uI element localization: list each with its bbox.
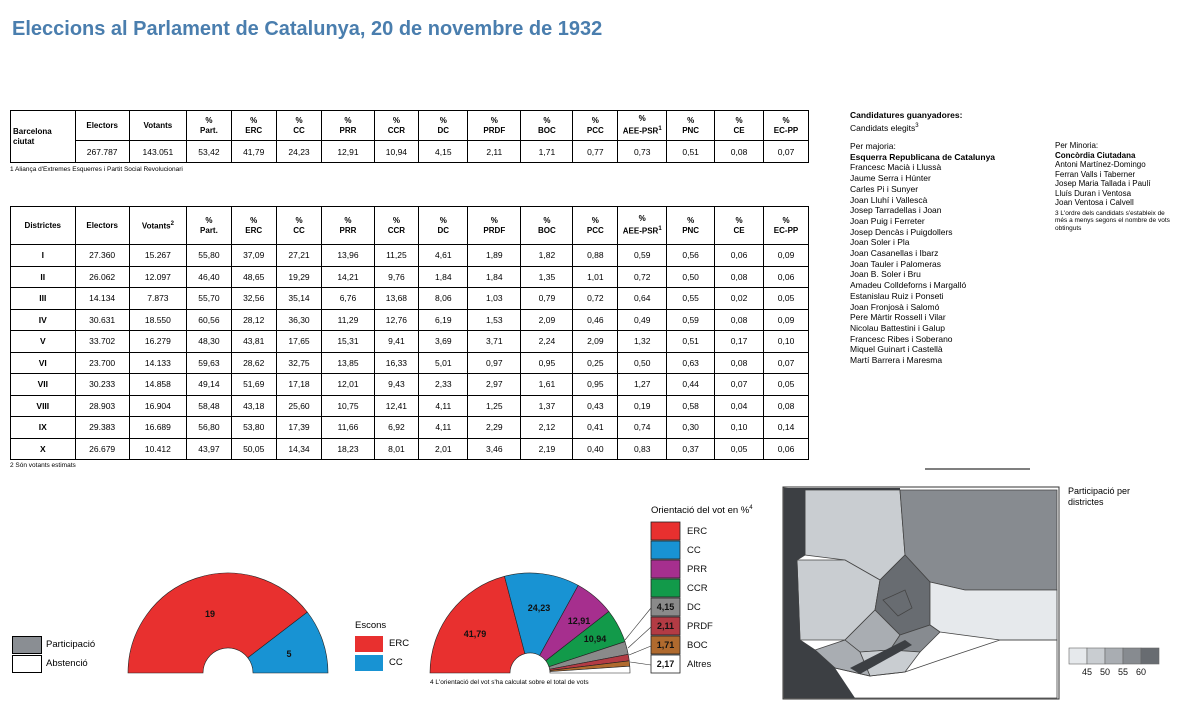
city-header-ccr: % CCR [374,111,419,141]
vote-label-boc: 1,71 [656,640,675,650]
district-value-cell: 14,34 [276,438,322,460]
district-value-cell: 48,65 [231,266,276,288]
district-value-cell: 0,08 [764,395,809,417]
district-value-cell: 0,06 [764,438,809,460]
city-header-dc: % DC [419,111,468,141]
city-value-cell: 12,91 [322,141,374,163]
district-label: X [11,438,76,460]
district-value-cell: 0,09 [764,245,809,267]
list-item: Josep Dencàs i Puigdollers [850,226,953,237]
page-title: Eleccions al Parlament de Catalunya, 20 de novembre de 1932 [12,18,603,40]
district-value-cell: 0,08 [715,352,764,374]
majority-party: Esquerra Republicana de Catalunya [850,151,996,162]
vote-legend-swatch-prr [651,560,680,578]
city-value-cell: 2,11 [468,141,521,163]
district-value-cell: 4,11 [419,395,468,417]
district-value-cell: 0,58 [667,395,715,417]
district-value-cell: 0,64 [618,288,667,310]
vote-leader-line [629,646,651,655]
seats-legend [355,620,409,672]
district-value-cell: 2,24 [521,331,573,353]
district-value-cell: 55,70 [187,288,232,310]
district-header-votants: Votants$^2$ [129,207,186,245]
city-header-pcc: % PCC [573,111,618,141]
district-value-cell: 17,18 [276,374,322,396]
district-value-cell: 32,56 [231,288,276,310]
district-value-cell: 0,51 [667,331,715,353]
district-value-cell: 37,09 [231,245,276,267]
list-item: Nicolau Battestini i Galup [850,322,945,333]
map-title: Participació per districtes [1068,486,1131,507]
city-value-cell: 41,79 [231,141,276,163]
list-item: Miquel Guinart i Castellà [850,344,943,355]
district-value-cell: 0,50 [667,266,715,288]
district-value-cell: 49,14 [187,374,232,396]
district-value-cell: 0,08 [715,266,764,288]
district-value-cell: 0,37 [667,438,715,460]
city-header-ce: % CE [715,111,764,141]
district-value-cell: 1,89 [468,245,521,267]
district-header-boc: % BOC [521,207,573,245]
district-header-prdf: % PRDF [468,207,521,245]
district-value-cell: 0,08 [715,309,764,331]
city-value-cell: 0,07 [764,141,809,163]
district-label: IX [11,417,76,439]
list-item: Josep Maria Tallada i Paulí [1055,179,1151,188]
district-value-cell: 0,06 [764,266,809,288]
district-value-cell: 25,60 [276,395,322,417]
district-value-cell: 17,65 [276,331,322,353]
vote-legend-label-dc: DC [687,602,701,613]
city-value-cell: 53,42 [187,141,232,163]
district-value-cell: 0,63 [667,352,715,374]
district-value-cell: 0,46 [573,309,618,331]
district-value-cell: 1,32 [618,331,667,353]
district-value-cell: 0,19 [618,395,667,417]
district-value-cell: 4,11 [419,417,468,439]
district-value-cell: 12,01 [322,374,374,396]
district-value-cell: 17,39 [276,417,322,439]
vote-label-altres: 2,17 [656,659,675,669]
district-header-part-: % Part. [187,207,232,245]
district-value-cell: 16,33 [374,352,419,374]
district-value-cell: 35,14 [276,288,322,310]
city-header-boc: % BOC [521,111,573,141]
list-item: Pere Màrtir Rossell i Vilar [850,312,946,323]
minority-label: Per Minoria: [1055,141,1099,150]
list-item: Joan Tauler i Palomeras [850,258,942,269]
map-scale-swatch [1087,648,1105,664]
district-value-cell: 0,83 [618,438,667,460]
city-header-prr: % PRR [322,111,374,141]
district-header-pnc: % PNC [667,207,715,245]
seats-erc-label: ERC [389,638,410,649]
district-value-cell: 2,09 [573,331,618,353]
minority-party: Concòrdia Ciutadana [1055,150,1136,160]
district-value-cell: 33.702 [75,331,129,353]
district-value-cell: 6,92 [374,417,419,439]
abstencio-swatch [12,655,42,673]
district-value-cell: 11,25 [374,245,419,267]
district-value-cell: 53,80 [231,417,276,439]
district-value-cell: 28,62 [231,352,276,374]
district-value-cell: 11,66 [322,417,374,439]
district-value-cell: 10,75 [322,395,374,417]
district-header-prr: % PRR [322,207,374,245]
district-value-cell: 15.267 [129,245,186,267]
city-header-cc: % CC [276,111,322,141]
vote-chart-footnote: 4 L'orientació del vot s'ha calculat sobre el total de vots [430,679,589,686]
district-value-cell: 19,29 [276,266,322,288]
district-value-cell: 28.903 [75,395,129,417]
district-value-cell: 6,76 [322,288,374,310]
district-value-cell: 0,10 [764,331,809,353]
district-value-cell: 0,56 [667,245,715,267]
district-header-cc: % CC [276,207,322,245]
district-value-cell: 12.097 [129,266,186,288]
seats-erc-swatch [355,636,383,652]
district-value-cell: 9,41 [374,331,419,353]
list-item: Antoni Martínez-Domingo [1055,160,1146,169]
district-value-cell: 2,29 [468,417,521,439]
district-value-cell: 0,02 [715,288,764,310]
district-value-cell: 1,84 [419,266,468,288]
district-value-cell: 50,05 [231,438,276,460]
district-value-cell: 2,09 [521,309,573,331]
vote-legend-label-prdf: PRDF [687,621,713,632]
district-value-cell: 10.412 [129,438,186,460]
city-value-cell: 4,15 [419,141,468,163]
district-value-cell: 3,46 [468,438,521,460]
city-value-cell: 143.051 [129,141,186,163]
city-value-cell: 0,77 [573,141,618,163]
district-value-cell: 2,19 [521,438,573,460]
district-value-cell: 0,09 [764,309,809,331]
district-value-cell: 0,72 [618,266,667,288]
seats-cc-swatch [355,655,383,671]
city-value-cell: 10,94 [374,141,419,163]
district-value-cell: 27.360 [75,245,129,267]
district-header-pcc: % PCC [573,207,618,245]
district-value-cell: 1,27 [618,374,667,396]
district-label: III [11,288,76,310]
district-header-aee-psr: % AEE-PSR$^1$ [618,207,667,245]
list-item: Joan Ventosa i Calvell [1055,198,1134,207]
district-value-cell: 13,96 [322,245,374,267]
district-value-cell: 0,40 [573,438,618,460]
list-item: Martí Barrera i Maresma [850,355,943,366]
vote-label-dc: 4,15 [656,602,675,612]
district-value-cell: 0,59 [667,309,715,331]
seats-cc-label: CC [389,657,403,668]
vote-orientation-chart [430,522,713,673]
district-value-cell: 55,80 [187,245,232,267]
district-label: II [11,266,76,288]
map-scale-label: 60 [1135,667,1147,677]
district-value-cell: 0,59 [618,245,667,267]
city-header-erc: % ERC [231,111,276,141]
seats-label-erc: 19 [204,609,216,619]
vote-leader-line [628,627,651,648]
district-value-cell: 5,01 [419,352,468,374]
district-value-cell: 51,69 [231,374,276,396]
district-value-cell: 0,05 [764,288,809,310]
vote-legend-swatch-ccr [651,579,680,597]
district-value-cell: 2,97 [468,374,521,396]
district-value-cell: 0,55 [667,288,715,310]
district-value-cell: 0,97 [468,352,521,374]
vote-leader-line [625,608,651,640]
district-value-cell: 0,17 [715,331,764,353]
vote-legend-swatch-erc [651,522,680,540]
list-item: Ferran Valls i Taberner [1055,169,1136,179]
vote-legend-swatch-cc [651,541,680,559]
district-value-cell: 1,25 [468,395,521,417]
city-header-aee-psr: % AEE-PSR$^1$ [618,111,667,141]
majority-label: Per majoria: [850,141,896,151]
district-value-cell: 0,95 [521,352,573,374]
district-value-cell: 0,72 [573,288,618,310]
list-item: Estanislau Ruiz i Ponseti [850,290,944,301]
list-item: Joan Lluhí i Vallescà [850,194,928,205]
district-value-cell: 0,30 [667,417,715,439]
vote-label-erc: 41,79 [463,629,487,639]
district-value-cell: 1,03 [468,288,521,310]
district-value-cell: 2,33 [419,374,468,396]
vote-label-cc: 24,23 [527,603,551,613]
district-value-cell: 0,74 [618,417,667,439]
map-scale-label: 45 [1081,667,1093,677]
district-value-cell: 16.689 [129,417,186,439]
vote-legend-label-erc: ERC [687,526,708,537]
map-scale-swatch [1141,648,1159,664]
list-item: Francesc Ribes i Soberano [850,333,953,344]
district-value-cell: 15,31 [322,331,374,353]
district-header-dc: % DC [419,207,468,245]
city-value-cell: 267.787 [75,141,129,163]
map-scale-label: 55 [1117,667,1129,677]
district-value-cell: 16.279 [129,331,186,353]
candidates-order-note: 3 L'ordre dels candidats s'estableix de més a menys segons el nombre de vots obtinguts [1055,209,1170,232]
district-value-cell: 4,61 [419,245,468,267]
vote-label-prdf: 2,11 [656,621,675,631]
district-value-cell: 1,35 [521,266,573,288]
district-value-cell: 26.062 [75,266,129,288]
participacio-swatch [12,636,42,654]
district-value-cell: 18,23 [322,438,374,460]
vote-legend-label-boc: BOC [687,640,708,651]
city-value-cell: 24,23 [276,141,322,163]
district-value-cell: 0,07 [715,374,764,396]
vote-legend-label-altres: Altres [687,659,712,670]
district-value-cell: 1,37 [521,395,573,417]
district-value-cell: 0,49 [618,309,667,331]
city-table-footnote: 1 Aliança d'Extremes Esquerres i Partit Social Revolucionari [10,166,183,173]
district-corner-label: Districtes [11,207,76,245]
district-value-cell: 43,97 [187,438,232,460]
district-value-cell: 0,44 [667,374,715,396]
district-value-cell: 1,01 [573,266,618,288]
district-value-cell: 9,76 [374,266,419,288]
city-value-cell: 0,08 [715,141,764,163]
vote-legend-label-ccr: CCR [687,583,708,594]
list-item: Carles Pi i Sunyer [850,183,919,194]
seats-chart [128,573,328,673]
district-value-cell: 0,41 [573,417,618,439]
vote-label-prr: 12,91 [567,616,591,626]
list-item: Josep Tarradellas i Joan [850,205,942,216]
district-value-cell: 0,10 [715,417,764,439]
district-value-cell: 26.679 [75,438,129,460]
district-value-cell: 16.904 [129,395,186,417]
map-district-5 [930,582,1057,640]
district-value-cell: 14.133 [129,352,186,374]
district-value-cell: 30.233 [75,374,129,396]
list-item: Joan Casanellas i Ibarz [850,248,939,259]
district-value-cell: 0,05 [764,374,809,396]
list-item: Lluís Duran i Ventosa [1055,188,1132,198]
district-value-cell: 13,68 [374,288,419,310]
vote-legend-label-prr: PRR [687,564,708,575]
district-value-cell: 14.134 [75,288,129,310]
city-header-pnc: % PNC [667,111,715,141]
district-value-cell: 3,71 [468,331,521,353]
list-item: Joan Puig i Ferreter [850,215,925,226]
district-value-cell: 56,80 [187,417,232,439]
city-header-part-: % Part. [187,111,232,141]
list-item: Jaume Serra i Húnter [850,173,931,184]
district-value-cell: 12,76 [374,309,419,331]
district-label: I [11,245,76,267]
district-value-cell: 60,56 [187,309,232,331]
district-header-ccr: % CCR [374,207,419,245]
list-item: Francesc Macià i Llussà [850,162,942,173]
vote-leader-line [630,662,651,665]
district-value-cell: 0,43 [573,395,618,417]
district-value-cell: 43,81 [231,331,276,353]
district-value-cell: 23.700 [75,352,129,374]
list-item: Joan Fronjosà i Salomó [850,301,940,312]
map-scale-swatch [1123,648,1141,664]
district-value-cell: 1,61 [521,374,573,396]
district-table-footnote: 2 Són votants estimats [10,462,76,469]
map-scale-swatch [1069,648,1087,664]
district-label: VIII [11,395,76,417]
district-value-cell: 0,95 [573,374,618,396]
city-header-votants: Votants [129,111,186,141]
list-item: Joan B. Soler i Bru [850,269,921,280]
city-corner-label: Barcelona ciutat [11,111,76,163]
district-value-cell: 58,48 [187,395,232,417]
city-header-ec-pp: % EC-PP [764,111,809,141]
district-value-cell: 0,79 [521,288,573,310]
city-value-cell: 0,51 [667,141,715,163]
participation-legend [12,635,95,673]
district-value-cell: 6,19 [419,309,468,331]
seats-label-cc: 5 [286,649,292,659]
district-value-cell: 1,82 [521,245,573,267]
district-value-cell: 3,69 [419,331,468,353]
district-value-cell: 48,30 [187,331,232,353]
district-header-erc: % ERC [231,207,276,245]
district-value-cell: 14.858 [129,374,186,396]
vote-chart-title: Orientació del vot en %$^4$ [651,505,753,517]
district-value-cell: 0,07 [764,352,809,374]
district-value-cell: 8,01 [374,438,419,460]
district-value-cell: 2,01 [419,438,468,460]
district-value-cell: 0,88 [573,245,618,267]
district-value-cell: 30.631 [75,309,129,331]
district-value-cell: 2,12 [521,417,573,439]
candidates-subtitle: Candidats elegits$^3$ [850,122,919,133]
district-header-ec-pp: % EC-PP [764,207,809,245]
list-item: Amadeu Colldeforns i Margalló [850,280,967,291]
district-value-cell: 32,75 [276,352,322,374]
seats-legend-title: Escons [355,620,387,631]
district-value-cell: 13,85 [322,352,374,374]
district-value-cell: 11,29 [322,309,374,331]
district-value-cell: 0,50 [618,352,667,374]
district-value-cell: 9,43 [374,374,419,396]
district-value-cell: 28,12 [231,309,276,331]
district-value-cell: 29.383 [75,417,129,439]
district-value-cell: 0,06 [715,245,764,267]
candidates-title: Candidatures guanyadores: [850,110,963,120]
district-label: VI [11,352,76,374]
district-value-cell: 14,21 [322,266,374,288]
district-value-cell: 0,14 [764,417,809,439]
district-value-cell: 27,21 [276,245,322,267]
district-header-ce: % CE [715,207,764,245]
district-value-cell: 7.873 [129,288,186,310]
vote-label-ccr: 10,94 [583,634,607,644]
district-value-cell: 46,40 [187,266,232,288]
district-value-cell: 59,63 [187,352,232,374]
district-value-cell: 0,25 [573,352,618,374]
district-label: IV [11,309,76,331]
district-value-cell: 8,06 [419,288,468,310]
participacio-label: Participació [46,639,96,650]
district-value-cell: 1,84 [468,266,521,288]
city-value-cell: 0,73 [618,141,667,163]
district-value-cell: 43,18 [231,395,276,417]
district-value-cell: 18.550 [129,309,186,331]
district-label: VII [11,374,76,396]
map-scale-swatch [1105,648,1123,664]
district-value-cell: 12,41 [374,395,419,417]
abstencio-label: Abstenció [46,658,88,669]
vote-legend-label-cc: CC [687,545,701,556]
district-value-cell: 36,30 [276,309,322,331]
district-header-electors: Electors [75,207,129,245]
district-value-cell: 0,04 [715,395,764,417]
list-item: Joan Soler i Pla [850,237,910,248]
district-value-cell: 0,05 [715,438,764,460]
city-value-cell: 1,71 [521,141,573,163]
district-value-cell: 1,53 [468,309,521,331]
city-header-prdf: % PRDF [468,111,521,141]
city-header-electors: Electors [75,111,129,141]
map-scale-label: 50 [1099,667,1111,677]
district-label: V [11,331,76,353]
